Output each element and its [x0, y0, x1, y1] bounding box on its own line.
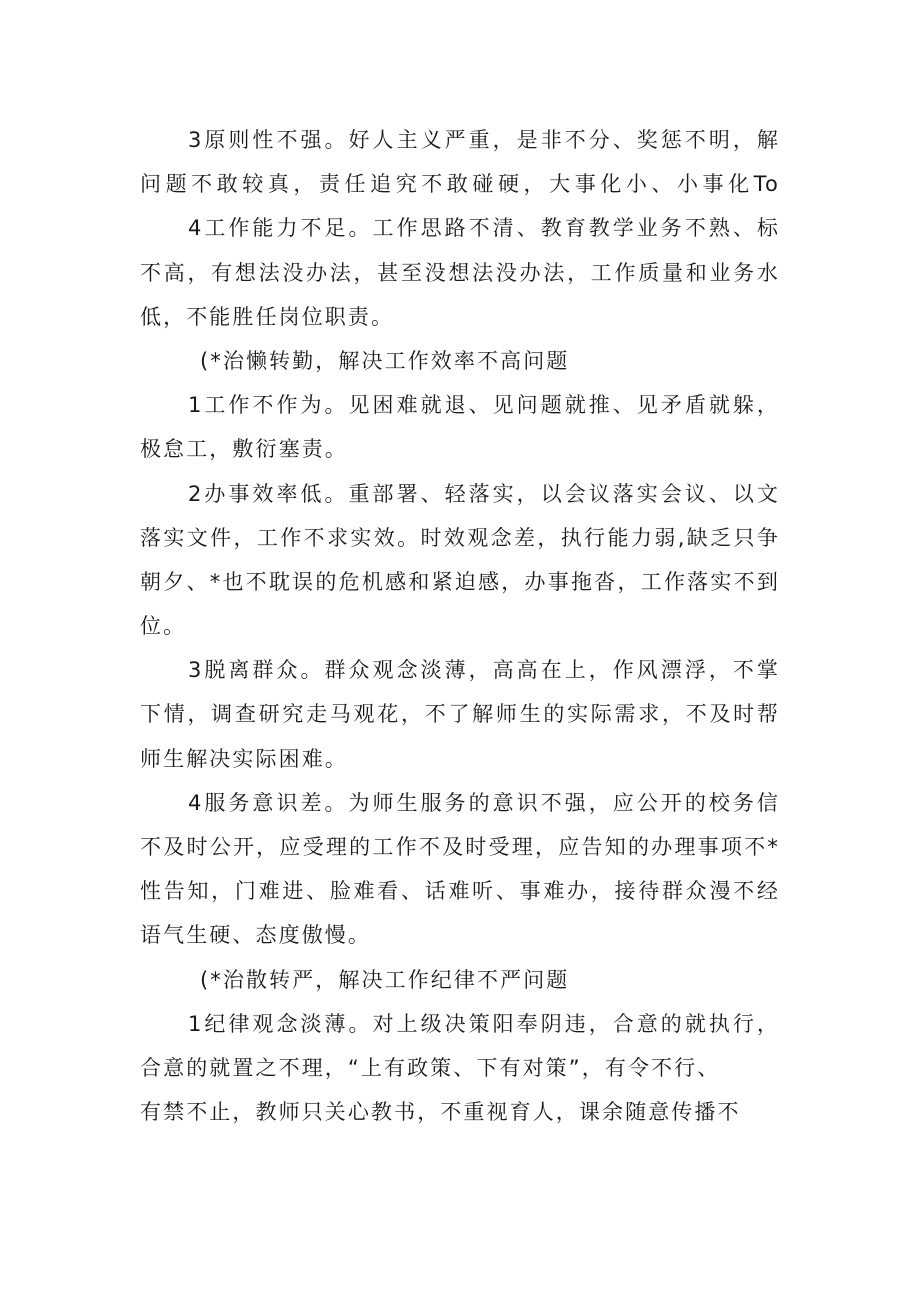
paragraph-line: 落实文件，工作不求实效。时效观念差，执行能力弱,缺乏只争	[140, 525, 780, 550]
section-heading: (*治散转严，解决工作纪律不严问题	[200, 967, 570, 992]
paragraph-line: 下情，调查研究走马观花，不了解师生的实际需求，不及时帮	[140, 702, 780, 727]
section-heading: (*治懒转勤，解决工作效率不高问题	[200, 348, 570, 373]
paragraph-line: 位。	[140, 614, 187, 639]
paragraph-line: 不及时公开，应受理的工作不及时受理，应告知的办理事项不*	[140, 835, 780, 859]
paragraph-line: 低，不能胜任岗位职责。	[140, 304, 395, 329]
paragraph-line: 朝夕、*也不耽误的危机感和紧迫感，办事拖沓，工作落实不到	[140, 569, 780, 594]
paragraph-line: 3原则性不强。好人主义严重，是非不分、奖惩不明，解	[188, 128, 780, 152]
paragraph-line: 问题不敢较真，责任追究不敢碰硬，大事化小、小事化To	[140, 172, 780, 197]
paragraph-line: 4工作能力不足。工作思路不清、教育教学业务不熟、标	[188, 216, 780, 241]
paragraph-line: 3脱离群众。群众观念淡薄，高高在上，作风漂浮，不掌	[188, 658, 780, 683]
paragraph-line: 4服务意识差。为师生服务的意识不强，应公开的校务信	[188, 790, 780, 815]
paragraph-line: 性告知，门难进、脸难看、话难听、事难办，接待群众漫不经	[140, 879, 780, 904]
paragraph-line: 师生解决实际困难。	[140, 746, 348, 771]
document-body	[140, 118, 780, 1134]
paragraph-line: 语气生硬、态度傲慢。	[140, 923, 371, 948]
paragraph-line: 1工作不作为。见困难就退、见问题就推、见矛盾就躲，	[188, 393, 780, 418]
paragraph-line: 1纪律观念淡薄。对上级决策阳奉阴违，合意的就执行，	[188, 1011, 780, 1036]
paragraph-line: 有禁不止，教师只关心教书，不重视育人，课余随意传播不	[140, 1100, 741, 1125]
paragraph-line: 不高，有想法没办法，甚至没想法没办法，工作质量和业务水	[140, 260, 780, 285]
paragraph-line: 2办事效率低。重部署、轻落实，以会议落实会议、以文	[188, 481, 780, 506]
paragraph-line: 极怠工，敷衍塞责。	[140, 437, 348, 462]
paragraph-line: 合意的就置之不理，“上有政策、下有对策”，有令不行、	[140, 1055, 721, 1080]
